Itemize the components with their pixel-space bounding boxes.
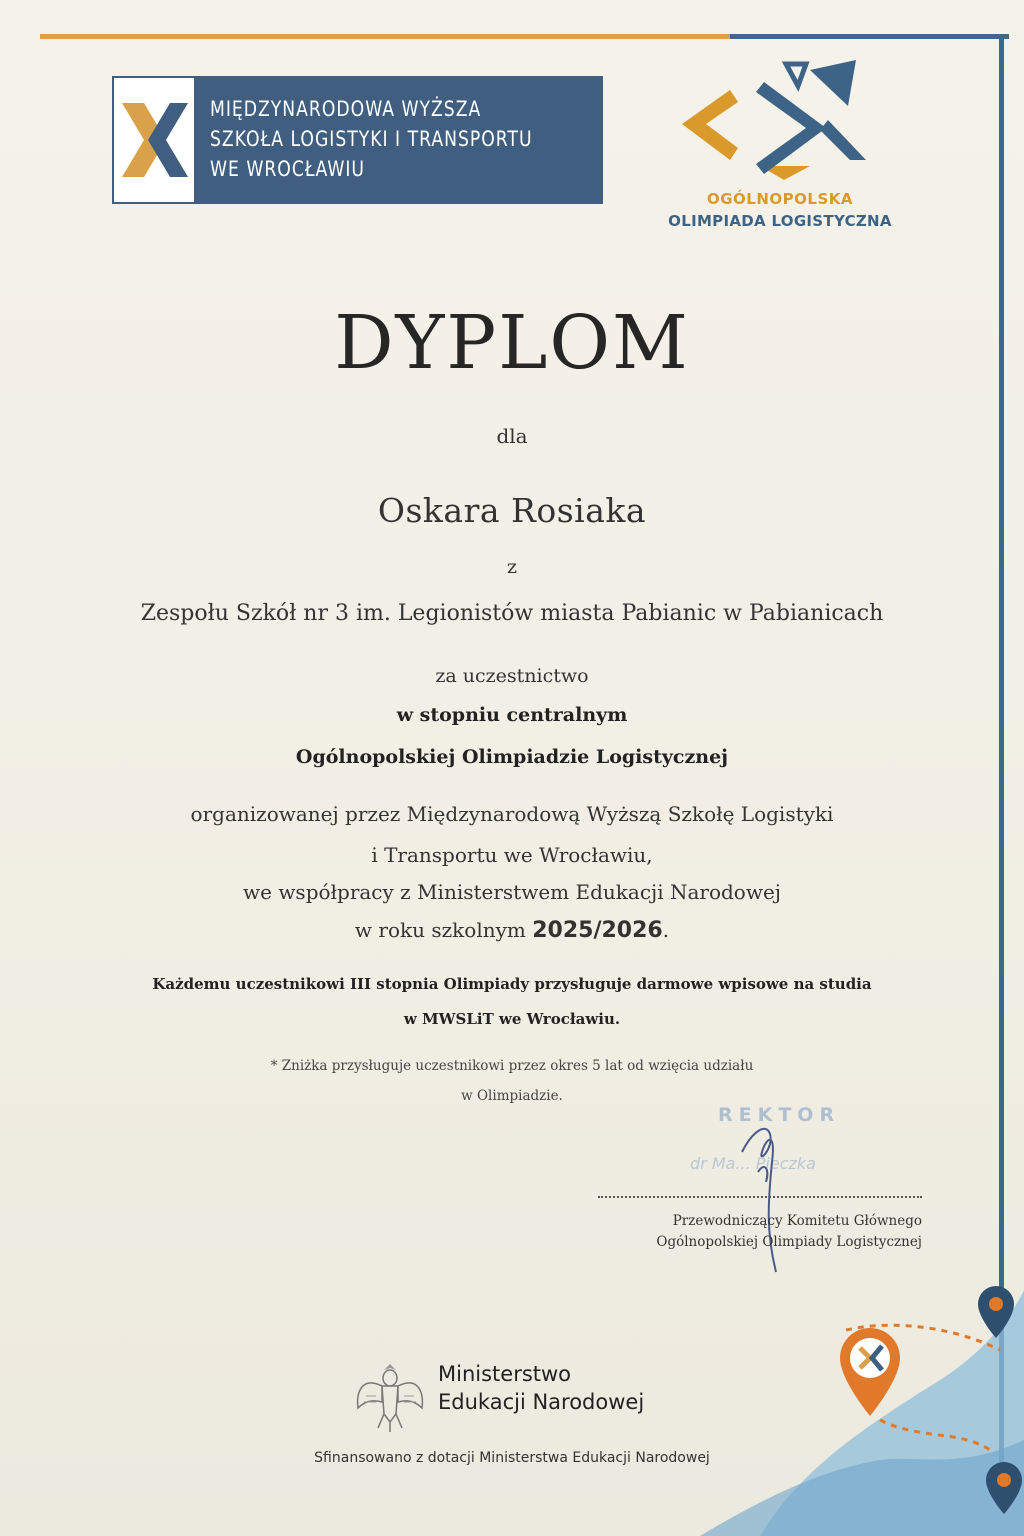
school-year-suffix: . xyxy=(662,918,670,942)
university-name-line: SZKOŁA LOGISTYKI I TRANSPORTU xyxy=(210,127,533,151)
school-year: 2025/2026 xyxy=(532,918,663,943)
signature-line xyxy=(598,1196,922,1198)
for-label: dla xyxy=(496,424,528,448)
competition-name: Ogólnopolskiej Olimpiadzie Logistycznej xyxy=(295,746,729,768)
footnote: * Zniżka przysługuje uczestnikowi przez okres 5 lat od wzięcia udziału xyxy=(270,1058,754,1074)
school-name: Zespołu Szkół nr 3 im. Legionistów miasta Pabianic w Pabianicach xyxy=(140,601,884,626)
recipient-name: Oskara Rosiaka xyxy=(377,491,647,530)
organizer-line: organizowanej przez Międzynarodową Wyższą Szkołę Logistyki xyxy=(190,802,834,826)
university-name-line: MIĘDZYNARODOWA WYŻSZA xyxy=(210,97,482,121)
participation-label: za uczestnictwo xyxy=(435,665,589,687)
university-name-line: WE WROCŁAWIU xyxy=(210,157,365,181)
from-label: z xyxy=(506,556,517,578)
signatory-role: Przewodniczący Komitetu Głównego xyxy=(672,1213,922,1229)
olympiad-name-line2: OLIMPIADA LOGISTYCZNA xyxy=(668,212,892,230)
ministry-name-line2: Edukacji Narodowej xyxy=(438,1390,645,1414)
chevron-k-icon xyxy=(112,76,196,204)
school-year-line xyxy=(0,918,1024,943)
olympiad-logo xyxy=(660,56,900,246)
ministry-name-line1: Ministerstwo xyxy=(438,1362,572,1386)
olympiad-name-line1: OGÓLNOPOLSKA xyxy=(706,190,854,208)
rector-stamp-name: dr Ma... Pieczka xyxy=(690,1154,816,1173)
footnote: w Olimpiadzie. xyxy=(461,1088,563,1104)
funding-note: Sfinansowano z dotacji Ministerstwa Edukacji Narodowej xyxy=(314,1450,710,1466)
benefit-text: Każdemu uczestnikowi III stopnia Olimpiady przysługuje darmowe wpisowe na studia xyxy=(152,975,872,993)
location-pin-icon xyxy=(840,1274,900,1416)
university-name xyxy=(196,76,603,204)
ministry-logo xyxy=(352,1356,672,1436)
organizer-line: we współpracy z Ministerstwem Edukacji Narodowej xyxy=(243,880,781,904)
organizer-line: i Transportu we Wrocławiu, xyxy=(371,843,653,867)
eagle-emblem-icon xyxy=(352,1356,428,1436)
school-year-prefix: w roku szkolnym xyxy=(354,918,526,942)
university-logo xyxy=(112,76,546,204)
benefit-text: w MWSLiT we Wrocławiu. xyxy=(403,1010,621,1028)
stage-label: w stopniu centralnym xyxy=(396,704,628,726)
signatory-role: Ogólnopolskiej Olimpiady Logistycznej xyxy=(656,1234,922,1250)
rector-stamp-title: REKTOR xyxy=(718,1104,841,1126)
olympiad-emblem-icon xyxy=(660,56,900,186)
diploma-title: DYPLOM xyxy=(334,300,690,386)
